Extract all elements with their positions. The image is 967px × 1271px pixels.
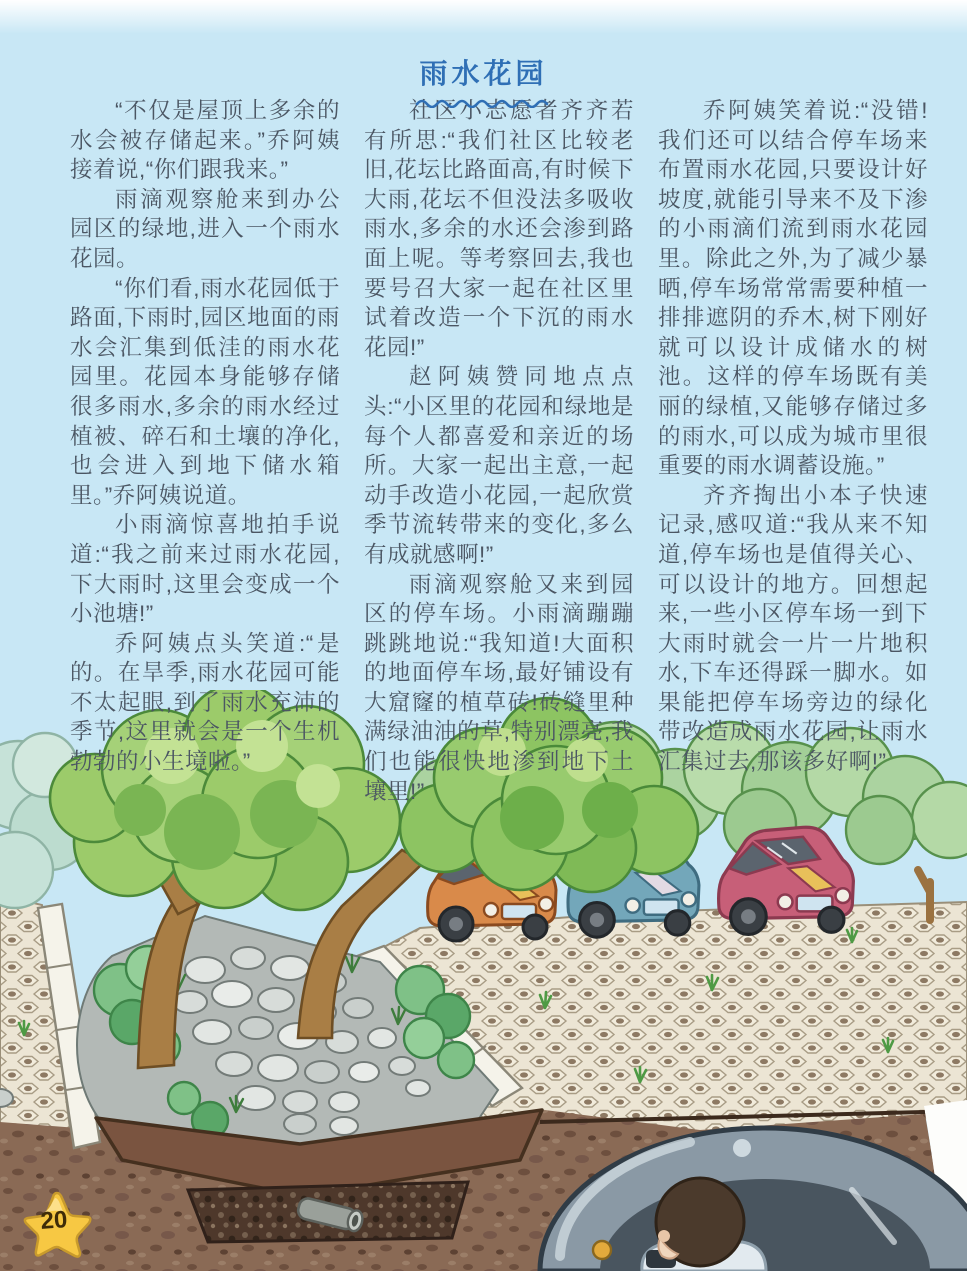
page-title: 雨水花园: [419, 58, 548, 89]
paragraph: “你们看,雨水花园低于路面,下雨时,园区地面的雨水会汇集到低洼的雨水花园里。花园本身能够存储很多雨水,多余的雨水经过植被、碎石和土壤的净化,也会进入到地下储水箱里。”乔阿姨说道。: [70, 275, 340, 508]
text-column-3: [658, 96, 928, 806]
paragraph: 小雨滴惊喜地拍手说道:“我之前来过雨水花园,下大雨时,这里会变成一个小池塘!”: [70, 512, 340, 627]
text-column-2: [364, 96, 634, 806]
page-top-fade: [0, 0, 967, 34]
paragraph: 乔阿姨点头笑道:“是的。在旱季,雨水花园可能不太起眼,到了雨水充沛的季节,这里就会是一个生机勃勃的小生境啦。”: [70, 630, 340, 775]
text-columns: [70, 96, 928, 806]
paragraph: 雨滴观察舱来到办公园区的绿地,进入一个雨水花园。: [70, 186, 340, 271]
page-number: 20: [39, 1206, 69, 1235]
paragraph: 社区小志愿者齐齐若有所思:“我们社区比较老旧,花坛比路面高,有时候下大雨,花坛不但没法多吸收雨水,多余的水还会渗到路面上呢。等考察回去,我也要号召大家一起在社区里试着改造一个下沉的雨水花园!”: [364, 98, 634, 360]
paragraph: “不仅是屋顶上多余的水会被存储起来。”乔阿姨接着说,“你们跟我来。”: [70, 98, 340, 183]
paragraph: 乔阿姨笑着说:“没错!我们还可以结合停车场来布置雨水花园,只要设计好坡度,就能引导来不及下渗的小雨滴们流到雨水花园里。除此之外,为了减少暴晒,停车场常常需要种植一排排遮阴的乔木,树下刚好就可以设计成储水的树池。这样的停车场既有美丽的绿植,又能够存储过多的雨水,可以成为城市里很重要的雨水调蓄设施。”: [658, 98, 928, 479]
console-knob: [593, 1241, 611, 1259]
page-header: [0, 52, 967, 108]
paragraph: 雨滴观察舱又来到园区的停车场。小雨滴蹦蹦跳跳地说:“我知道!大面积的地面停车场,最好铺设有大窟窿的植草砖!砖缝里种满绿油油的草,特别漂亮,我们也能很快地渗到地下土壤里!”: [364, 571, 634, 804]
page-number-star: [22, 1190, 92, 1258]
glass-highlight: [733, 1139, 751, 1157]
paragraph: 齐齐掏出小本子快速记录,感叹道:“我从来不知道,停车场也是值得关心、可以设计的地方。回想起来,一些小区停车场一到下大雨时就会一片一片地积水,下车还得踩一脚水。如果能把停车场旁边的绿化带改造成雨水花园,让雨水汇集过去,那该多好啊!”: [658, 482, 928, 775]
text-column-1: [70, 96, 340, 806]
wave-underline-icon: [415, 96, 553, 108]
paragraph: 赵阿姨赞同地点点头:“小区里的花园和绿地是每个人都喜爱和亲近的场所。大家一起出主意,一起动手改造小花园,一起欣赏季节流转带来的变化,多么有成就感啊!”: [364, 364, 634, 567]
